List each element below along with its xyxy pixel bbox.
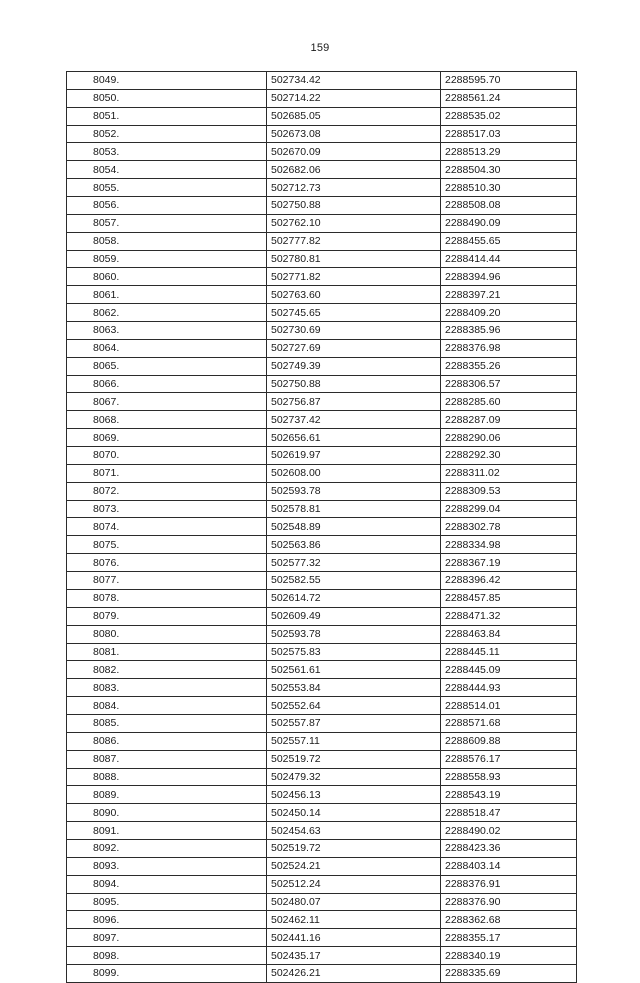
- point-number-cell: 8081.: [67, 643, 267, 661]
- y-coordinate-cell: 2288558.93: [441, 768, 577, 786]
- table-row: [67, 679, 577, 697]
- y-coordinate-cell: 2288367.19: [441, 554, 577, 572]
- y-coordinate-cell: 2288397.21: [441, 286, 577, 304]
- x-coordinate-cell: 502727.69: [267, 339, 441, 357]
- x-coordinate-cell: 502673.08: [267, 125, 441, 143]
- point-number-cell: 8087.: [67, 750, 267, 768]
- table-row: [67, 911, 577, 929]
- y-coordinate-cell: 2288299.04: [441, 500, 577, 518]
- y-coordinate-cell: 2288510.30: [441, 179, 577, 197]
- table-row: [67, 357, 577, 375]
- x-coordinate-cell: 502609.49: [267, 607, 441, 625]
- x-coordinate-cell: 502519.72: [267, 839, 441, 857]
- x-coordinate-cell: 502462.11: [267, 911, 441, 929]
- point-number-cell: 8056.: [67, 197, 267, 215]
- table-row: [67, 268, 577, 286]
- x-coordinate-cell: 502771.82: [267, 268, 441, 286]
- x-coordinate-cell: 502670.09: [267, 143, 441, 161]
- y-coordinate-cell: 2288285.60: [441, 393, 577, 411]
- x-coordinate-cell: 502557.87: [267, 714, 441, 732]
- point-number-cell: 8055.: [67, 179, 267, 197]
- point-number-cell: 8074.: [67, 518, 267, 536]
- y-coordinate-cell: 2288576.17: [441, 750, 577, 768]
- table-row: [67, 589, 577, 607]
- table-row: [67, 839, 577, 857]
- y-coordinate-cell: 2288517.03: [441, 125, 577, 143]
- y-coordinate-cell: 2288513.29: [441, 143, 577, 161]
- table-row: [67, 804, 577, 822]
- x-coordinate-cell: 502737.42: [267, 411, 441, 429]
- y-coordinate-cell: 2288376.98: [441, 339, 577, 357]
- x-coordinate-cell: 502519.72: [267, 750, 441, 768]
- table-row: [67, 107, 577, 125]
- x-coordinate-cell: 502548.89: [267, 518, 441, 536]
- x-coordinate-cell: 502557.11: [267, 732, 441, 750]
- table-row: [67, 250, 577, 268]
- table-row: [67, 947, 577, 965]
- y-coordinate-cell: 2288514.01: [441, 697, 577, 715]
- y-coordinate-cell: 2288302.78: [441, 518, 577, 536]
- point-number-cell: 8092.: [67, 839, 267, 857]
- x-coordinate-cell: 502780.81: [267, 250, 441, 268]
- point-number-cell: 8072.: [67, 482, 267, 500]
- x-coordinate-cell: 502593.78: [267, 482, 441, 500]
- point-number-cell: 8083.: [67, 679, 267, 697]
- table-row: [67, 197, 577, 215]
- x-coordinate-cell: 502512.24: [267, 875, 441, 893]
- y-coordinate-cell: 2288490.09: [441, 214, 577, 232]
- table-row: [67, 143, 577, 161]
- x-coordinate-cell: 502763.60: [267, 286, 441, 304]
- y-coordinate-cell: 2288543.19: [441, 786, 577, 804]
- y-coordinate-cell: 2288595.70: [441, 72, 577, 90]
- x-coordinate-cell: 502730.69: [267, 322, 441, 340]
- x-coordinate-cell: 502734.42: [267, 72, 441, 90]
- table-row: [67, 554, 577, 572]
- table-row: [67, 161, 577, 179]
- y-coordinate-cell: 2288445.09: [441, 661, 577, 679]
- y-coordinate-cell: 2288457.85: [441, 589, 577, 607]
- point-number-cell: 8076.: [67, 554, 267, 572]
- point-number-cell: 8053.: [67, 143, 267, 161]
- table-row: [67, 661, 577, 679]
- y-coordinate-cell: 2288518.47: [441, 804, 577, 822]
- page-number: 159: [310, 42, 330, 54]
- point-number-cell: 8068.: [67, 411, 267, 429]
- y-coordinate-cell: 2288340.19: [441, 947, 577, 965]
- y-coordinate-cell: 2288396.42: [441, 572, 577, 590]
- table-row: [67, 286, 577, 304]
- point-number-cell: 8089.: [67, 786, 267, 804]
- table-row: [67, 822, 577, 840]
- y-coordinate-cell: 2288362.68: [441, 911, 577, 929]
- point-number-cell: 8050.: [67, 89, 267, 107]
- x-coordinate-cell: 502479.32: [267, 768, 441, 786]
- table-row: [67, 411, 577, 429]
- point-number-cell: 8084.: [67, 697, 267, 715]
- table-row: [67, 304, 577, 322]
- x-coordinate-cell: 502750.88: [267, 375, 441, 393]
- point-number-cell: 8095.: [67, 893, 267, 911]
- x-coordinate-cell: 502435.17: [267, 947, 441, 965]
- x-coordinate-cell: 502563.86: [267, 536, 441, 554]
- point-number-cell: 8062.: [67, 304, 267, 322]
- point-number-cell: 8060.: [67, 268, 267, 286]
- x-coordinate-cell: 502454.63: [267, 822, 441, 840]
- point-number-cell: 8054.: [67, 161, 267, 179]
- table-row: [67, 643, 577, 661]
- x-coordinate-cell: 502745.65: [267, 304, 441, 322]
- point-number-cell: 8097.: [67, 929, 267, 947]
- point-number-cell: 8088.: [67, 768, 267, 786]
- table-row: [67, 89, 577, 107]
- y-coordinate-cell: 2288444.93: [441, 679, 577, 697]
- y-coordinate-cell: 2288394.96: [441, 268, 577, 286]
- y-coordinate-cell: 2288287.09: [441, 411, 577, 429]
- y-coordinate-cell: 2288355.26: [441, 357, 577, 375]
- coordinates-table: [66, 71, 577, 983]
- point-number-cell: 8049.: [67, 72, 267, 90]
- y-coordinate-cell: 2288508.08: [441, 197, 577, 215]
- table-row: [67, 232, 577, 250]
- point-number-cell: 8065.: [67, 357, 267, 375]
- table-row: [67, 500, 577, 518]
- y-coordinate-cell: 2288571.68: [441, 714, 577, 732]
- table-row: [67, 714, 577, 732]
- point-number-cell: 8059.: [67, 250, 267, 268]
- y-coordinate-cell: 2288490.02: [441, 822, 577, 840]
- x-coordinate-cell: 502426.21: [267, 964, 441, 982]
- x-coordinate-cell: 502777.82: [267, 232, 441, 250]
- y-coordinate-cell: 2288445.11: [441, 643, 577, 661]
- table-row: [67, 607, 577, 625]
- x-coordinate-cell: 502685.05: [267, 107, 441, 125]
- point-number-cell: 8071.: [67, 464, 267, 482]
- table-row: [67, 857, 577, 875]
- table-row: [67, 214, 577, 232]
- y-coordinate-cell: 2288355.17: [441, 929, 577, 947]
- point-number-cell: 8079.: [67, 607, 267, 625]
- table-row: [67, 375, 577, 393]
- point-number-cell: 8098.: [67, 947, 267, 965]
- point-number-cell: 8075.: [67, 536, 267, 554]
- x-coordinate-cell: 502593.78: [267, 625, 441, 643]
- table-row: [67, 72, 577, 90]
- table-row: [67, 572, 577, 590]
- y-coordinate-cell: 2288309.53: [441, 482, 577, 500]
- table-row: [67, 429, 577, 447]
- table-row: [67, 447, 577, 465]
- y-coordinate-cell: 2288311.02: [441, 464, 577, 482]
- point-number-cell: 8091.: [67, 822, 267, 840]
- y-coordinate-cell: 2288423.36: [441, 839, 577, 857]
- point-number-cell: 8066.: [67, 375, 267, 393]
- point-number-cell: 8096.: [67, 911, 267, 929]
- point-number-cell: 8073.: [67, 500, 267, 518]
- x-coordinate-cell: 502578.81: [267, 500, 441, 518]
- table-row: [67, 768, 577, 786]
- table-row: [67, 518, 577, 536]
- x-coordinate-cell: 502552.64: [267, 697, 441, 715]
- x-coordinate-cell: 502608.00: [267, 464, 441, 482]
- y-coordinate-cell: 2288335.69: [441, 964, 577, 982]
- x-coordinate-cell: 502756.87: [267, 393, 441, 411]
- x-coordinate-cell: 502614.72: [267, 589, 441, 607]
- table-row: [67, 964, 577, 982]
- table-row: [67, 125, 577, 143]
- x-coordinate-cell: 502582.55: [267, 572, 441, 590]
- y-coordinate-cell: 2288471.32: [441, 607, 577, 625]
- x-coordinate-cell: 502750.88: [267, 197, 441, 215]
- table-row: [67, 482, 577, 500]
- x-coordinate-cell: 502762.10: [267, 214, 441, 232]
- point-number-cell: 8085.: [67, 714, 267, 732]
- x-coordinate-cell: 502441.16: [267, 929, 441, 947]
- y-coordinate-cell: 2288463.84: [441, 625, 577, 643]
- y-coordinate-cell: 2288561.24: [441, 89, 577, 107]
- x-coordinate-cell: 502712.73: [267, 179, 441, 197]
- x-coordinate-cell: 502456.13: [267, 786, 441, 804]
- y-coordinate-cell: 2288334.98: [441, 536, 577, 554]
- table-row: [67, 732, 577, 750]
- x-coordinate-cell: 502575.83: [267, 643, 441, 661]
- x-coordinate-cell: 502524.21: [267, 857, 441, 875]
- x-coordinate-cell: 502714.22: [267, 89, 441, 107]
- point-number-cell: 8057.: [67, 214, 267, 232]
- x-coordinate-cell: 502682.06: [267, 161, 441, 179]
- point-number-cell: 8078.: [67, 589, 267, 607]
- table-row: [67, 750, 577, 768]
- point-number-cell: 8080.: [67, 625, 267, 643]
- y-coordinate-cell: 2288290.06: [441, 429, 577, 447]
- table-row: [67, 179, 577, 197]
- point-number-cell: 8061.: [67, 286, 267, 304]
- point-number-cell: 8069.: [67, 429, 267, 447]
- y-coordinate-cell: 2288535.02: [441, 107, 577, 125]
- table-row: [67, 893, 577, 911]
- point-number-cell: 8067.: [67, 393, 267, 411]
- table-row: [67, 875, 577, 893]
- table-row: [67, 697, 577, 715]
- point-number-cell: 8063.: [67, 322, 267, 340]
- x-coordinate-cell: 502577.32: [267, 554, 441, 572]
- table-row: [67, 536, 577, 554]
- point-number-cell: 8094.: [67, 875, 267, 893]
- table-row: [67, 464, 577, 482]
- y-coordinate-cell: 2288376.90: [441, 893, 577, 911]
- point-number-cell: 8051.: [67, 107, 267, 125]
- x-coordinate-cell: 502656.61: [267, 429, 441, 447]
- point-number-cell: 8077.: [67, 572, 267, 590]
- point-number-cell: 8086.: [67, 732, 267, 750]
- table-row: [67, 393, 577, 411]
- y-coordinate-cell: 2288409.20: [441, 304, 577, 322]
- x-coordinate-cell: 502561.61: [267, 661, 441, 679]
- x-coordinate-cell: 502480.07: [267, 893, 441, 911]
- point-number-cell: 8090.: [67, 804, 267, 822]
- y-coordinate-cell: 2288403.14: [441, 857, 577, 875]
- table-row: [67, 929, 577, 947]
- point-number-cell: 8093.: [67, 857, 267, 875]
- y-coordinate-cell: 2288609.88: [441, 732, 577, 750]
- point-number-cell: 8064.: [67, 339, 267, 357]
- x-coordinate-cell: 502553.84: [267, 679, 441, 697]
- table-row: [67, 322, 577, 340]
- x-coordinate-cell: 502619.97: [267, 447, 441, 465]
- y-coordinate-cell: 2288306.57: [441, 375, 577, 393]
- point-number-cell: 8058.: [67, 232, 267, 250]
- x-coordinate-cell: 502450.14: [267, 804, 441, 822]
- x-coordinate-cell: 502749.39: [267, 357, 441, 375]
- point-number-cell: 8052.: [67, 125, 267, 143]
- y-coordinate-cell: 2288292.30: [441, 447, 577, 465]
- point-number-cell: 8099.: [67, 964, 267, 982]
- y-coordinate-cell: 2288455.65: [441, 232, 577, 250]
- table-row: [67, 339, 577, 357]
- point-number-cell: 8070.: [67, 447, 267, 465]
- table-row: [67, 786, 577, 804]
- y-coordinate-cell: 2288414.44: [441, 250, 577, 268]
- y-coordinate-cell: 2288385.96: [441, 322, 577, 340]
- y-coordinate-cell: 2288504.30: [441, 161, 577, 179]
- coordinates-table-body: [67, 72, 577, 983]
- y-coordinate-cell: 2288376.91: [441, 875, 577, 893]
- table-row: [67, 625, 577, 643]
- point-number-cell: 8082.: [67, 661, 267, 679]
